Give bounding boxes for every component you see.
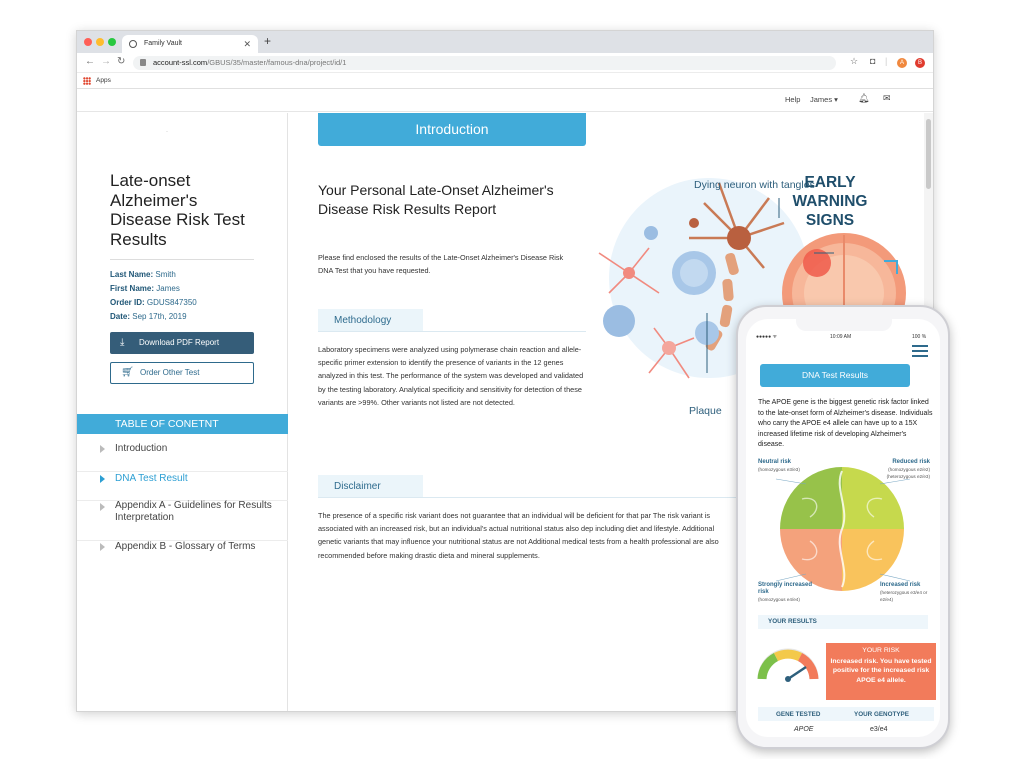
apoe-description: The APOE gene is the biggest genetic risk factor linked to the late-onset form of Alzheimer's disease. Individuals who carry the APOE e4 allele can have up to a 15X increased lifetime risk of developing Alzheimer's disease. bbox=[758, 399, 933, 448]
url-host: account-ssl.com bbox=[153, 58, 208, 67]
toc-label: Introduction bbox=[115, 443, 168, 454]
url-field[interactable] bbox=[133, 56, 836, 70]
your-risk-title: YOUR RISK bbox=[862, 647, 900, 654]
lock-icon bbox=[140, 59, 146, 66]
minimize-window-dot[interactable] bbox=[96, 38, 104, 46]
risk-wheel-svg bbox=[746, 459, 940, 599]
toc-label: Appendix A - Guidelines for Results Interpretation bbox=[115, 500, 272, 523]
report-title: Late-onset Alzheimer's Disease Risk Test Results bbox=[110, 171, 245, 249]
phone-carrier: ●●●●● ᯤ bbox=[756, 334, 778, 340]
reduced-risk-label: Reduced risk (homozygous e2/e2) (heterozygous e2/e3) bbox=[886, 459, 930, 479]
methodology-divider bbox=[318, 331, 586, 332]
disclaimer-paragraph: The presence of a specific risk variant does not guarantee that an individual will be deficient for that par The risk variant is associated with an increased risk, but an individual's actual nutritional status also dep including diet and lifestyle. Additional genetic variants that may influence your nutritional status are not Additional medical tests from a health professional are also recommended before making drastic dieta and mineral supplements. bbox=[318, 511, 719, 560]
your-genotype-value: e3/e4 bbox=[870, 726, 888, 733]
info-first-name: First Name: James bbox=[110, 284, 180, 293]
browser-tab[interactable] bbox=[122, 35, 258, 53]
sidebar-dot: · bbox=[166, 129, 168, 135]
page-header bbox=[77, 89, 933, 112]
neutral-quadrant bbox=[780, 467, 842, 529]
toc-item-dna-test-result[interactable] bbox=[77, 472, 288, 501]
methodology-paragraph: Laboratory specimens were analyzed using polymerase chain reaction and allele-specific primer extension to identify the presence of variants in the 12 genes analyzed in this test. The performance of the system was developed and validated by the testing laboratory. Analytical specificity and sensitivity for detection of these variants are >99%. Other variants not listed are not detected. bbox=[318, 345, 584, 407]
forward-icon[interactable]: → bbox=[101, 56, 111, 67]
strongly-increased-risk-label: Strongly increased risk (homozygous e4/e4) bbox=[758, 582, 813, 602]
extension-b-icon[interactable]: B bbox=[915, 58, 925, 68]
caret-right-icon bbox=[100, 503, 105, 511]
toc-item-appendix-b[interactable] bbox=[77, 541, 288, 565]
tab-title: Family Vault bbox=[144, 40, 182, 47]
extension-a-icon[interactable]: A bbox=[897, 58, 907, 68]
address-bar-row bbox=[77, 53, 933, 73]
toc-label: DNA Test Result bbox=[115, 473, 188, 484]
help-link[interactable]: Help bbox=[785, 95, 801, 104]
toc-heading: TABLE OF CONETNT bbox=[77, 414, 288, 434]
report-heading: Your Personal Late-Onset Alzheimer's Disease Risk Results Report bbox=[318, 182, 554, 217]
info-order-id: Order ID: GDUS847350 bbox=[110, 298, 197, 307]
bell-icon[interactable]: 🔔︎ bbox=[858, 93, 870, 103]
apps-grid-icon bbox=[83, 77, 91, 85]
cart-icon: 🛒︎ bbox=[121, 367, 134, 378]
back-icon[interactable]: ← bbox=[85, 56, 95, 67]
tab-bar bbox=[77, 31, 933, 53]
neutral-risk-label: Neutral risk (homozygous e3/e3) bbox=[758, 459, 800, 472]
close-tab-icon[interactable]: ✕ bbox=[243, 39, 251, 49]
methodology-heading: Methodology bbox=[318, 309, 423, 332]
sidebar bbox=[77, 113, 288, 711]
star-icon[interactable]: ☆ bbox=[850, 56, 859, 66]
reload-icon[interactable]: ↻ bbox=[117, 56, 126, 67]
disclaimer-heading: Disclaimer bbox=[318, 475, 423, 498]
dna-test-results-button[interactable]: DNA Test Results bbox=[760, 364, 910, 387]
your-risk-text: Increased risk. You have tested positive for the increased risk APOE e4 allele. bbox=[830, 657, 932, 684]
close-window-dot[interactable] bbox=[84, 38, 92, 46]
info-date: Date: Sep 17th, 2019 bbox=[110, 312, 187, 321]
your-genotype-header: YOUR GENOTYPE bbox=[854, 711, 909, 718]
introduction-tab[interactable]: Introduction bbox=[318, 113, 586, 146]
phone-time: 10:09 AM bbox=[830, 334, 852, 340]
caret-right-icon bbox=[100, 543, 105, 551]
toc-item-appendix-a[interactable] bbox=[77, 501, 288, 541]
user-menu[interactable]: James ▾ bbox=[810, 95, 838, 104]
info-last-name: Last Name: Smith bbox=[110, 270, 176, 279]
risk-gauge bbox=[756, 645, 820, 685]
gene-tested-header: GENE TESTED bbox=[776, 711, 821, 718]
phone-battery: 100 % bbox=[912, 334, 927, 340]
maximize-window-dot[interactable] bbox=[108, 38, 116, 46]
phone-screen bbox=[746, 319, 940, 737]
download-pdf-label: Download PDF Report bbox=[139, 338, 220, 347]
new-tab-icon[interactable]: + bbox=[264, 34, 272, 48]
hamburger-menu-icon[interactable] bbox=[912, 345, 928, 360]
caret-right-icon bbox=[100, 445, 105, 453]
caret-right-icon bbox=[100, 475, 105, 483]
download-icon: ⤓ bbox=[120, 337, 125, 348]
phone-notch bbox=[796, 319, 892, 331]
scrollbar-thumb[interactable] bbox=[926, 119, 931, 189]
order-other-test-button[interactable] bbox=[110, 362, 254, 384]
your-risk-box bbox=[826, 643, 936, 700]
bookmarks-bar bbox=[77, 73, 933, 89]
download-pdf-button[interactable] bbox=[110, 332, 254, 354]
camera-icon[interactable]: ◘ bbox=[870, 56, 876, 66]
toc-item-introduction[interactable] bbox=[77, 443, 288, 472]
intro-paragraph: Please find enclosed the results of the Late-Onset Alzheimer's Disease Risk DNA Test that you have requested. bbox=[318, 253, 564, 276]
toc-label: Appendix B - Glossary of Terms bbox=[115, 541, 256, 552]
disclaimer-divider bbox=[318, 497, 738, 498]
globe-icon bbox=[129, 40, 137, 48]
order-other-test-label: Order Other Test bbox=[140, 368, 200, 377]
plaque-label: Plaque bbox=[689, 405, 722, 417]
early-warning-signs-heading: EARLY WARNING SIGNS bbox=[792, 174, 868, 229]
phone-mockup bbox=[736, 305, 950, 749]
your-results-label: YOUR RESULTS bbox=[768, 618, 817, 625]
url-path: /GBUS/35/master/famous-dna/project/id/1 bbox=[207, 58, 347, 67]
dying-neuron-label: Dying neuron with tangles bbox=[694, 179, 815, 191]
mail-icon[interactable]: ✉ bbox=[883, 93, 891, 103]
sidebar-divider bbox=[110, 259, 254, 260]
your-results-header bbox=[758, 615, 928, 629]
bookmark-apps[interactable]: Apps bbox=[96, 77, 111, 84]
increased-risk-label: Increased risk (heterozygous e3/e4 or e2/e4) bbox=[880, 582, 928, 602]
gene-tested-value: APOE bbox=[794, 726, 814, 733]
toolbar-divider: | bbox=[885, 56, 888, 66]
